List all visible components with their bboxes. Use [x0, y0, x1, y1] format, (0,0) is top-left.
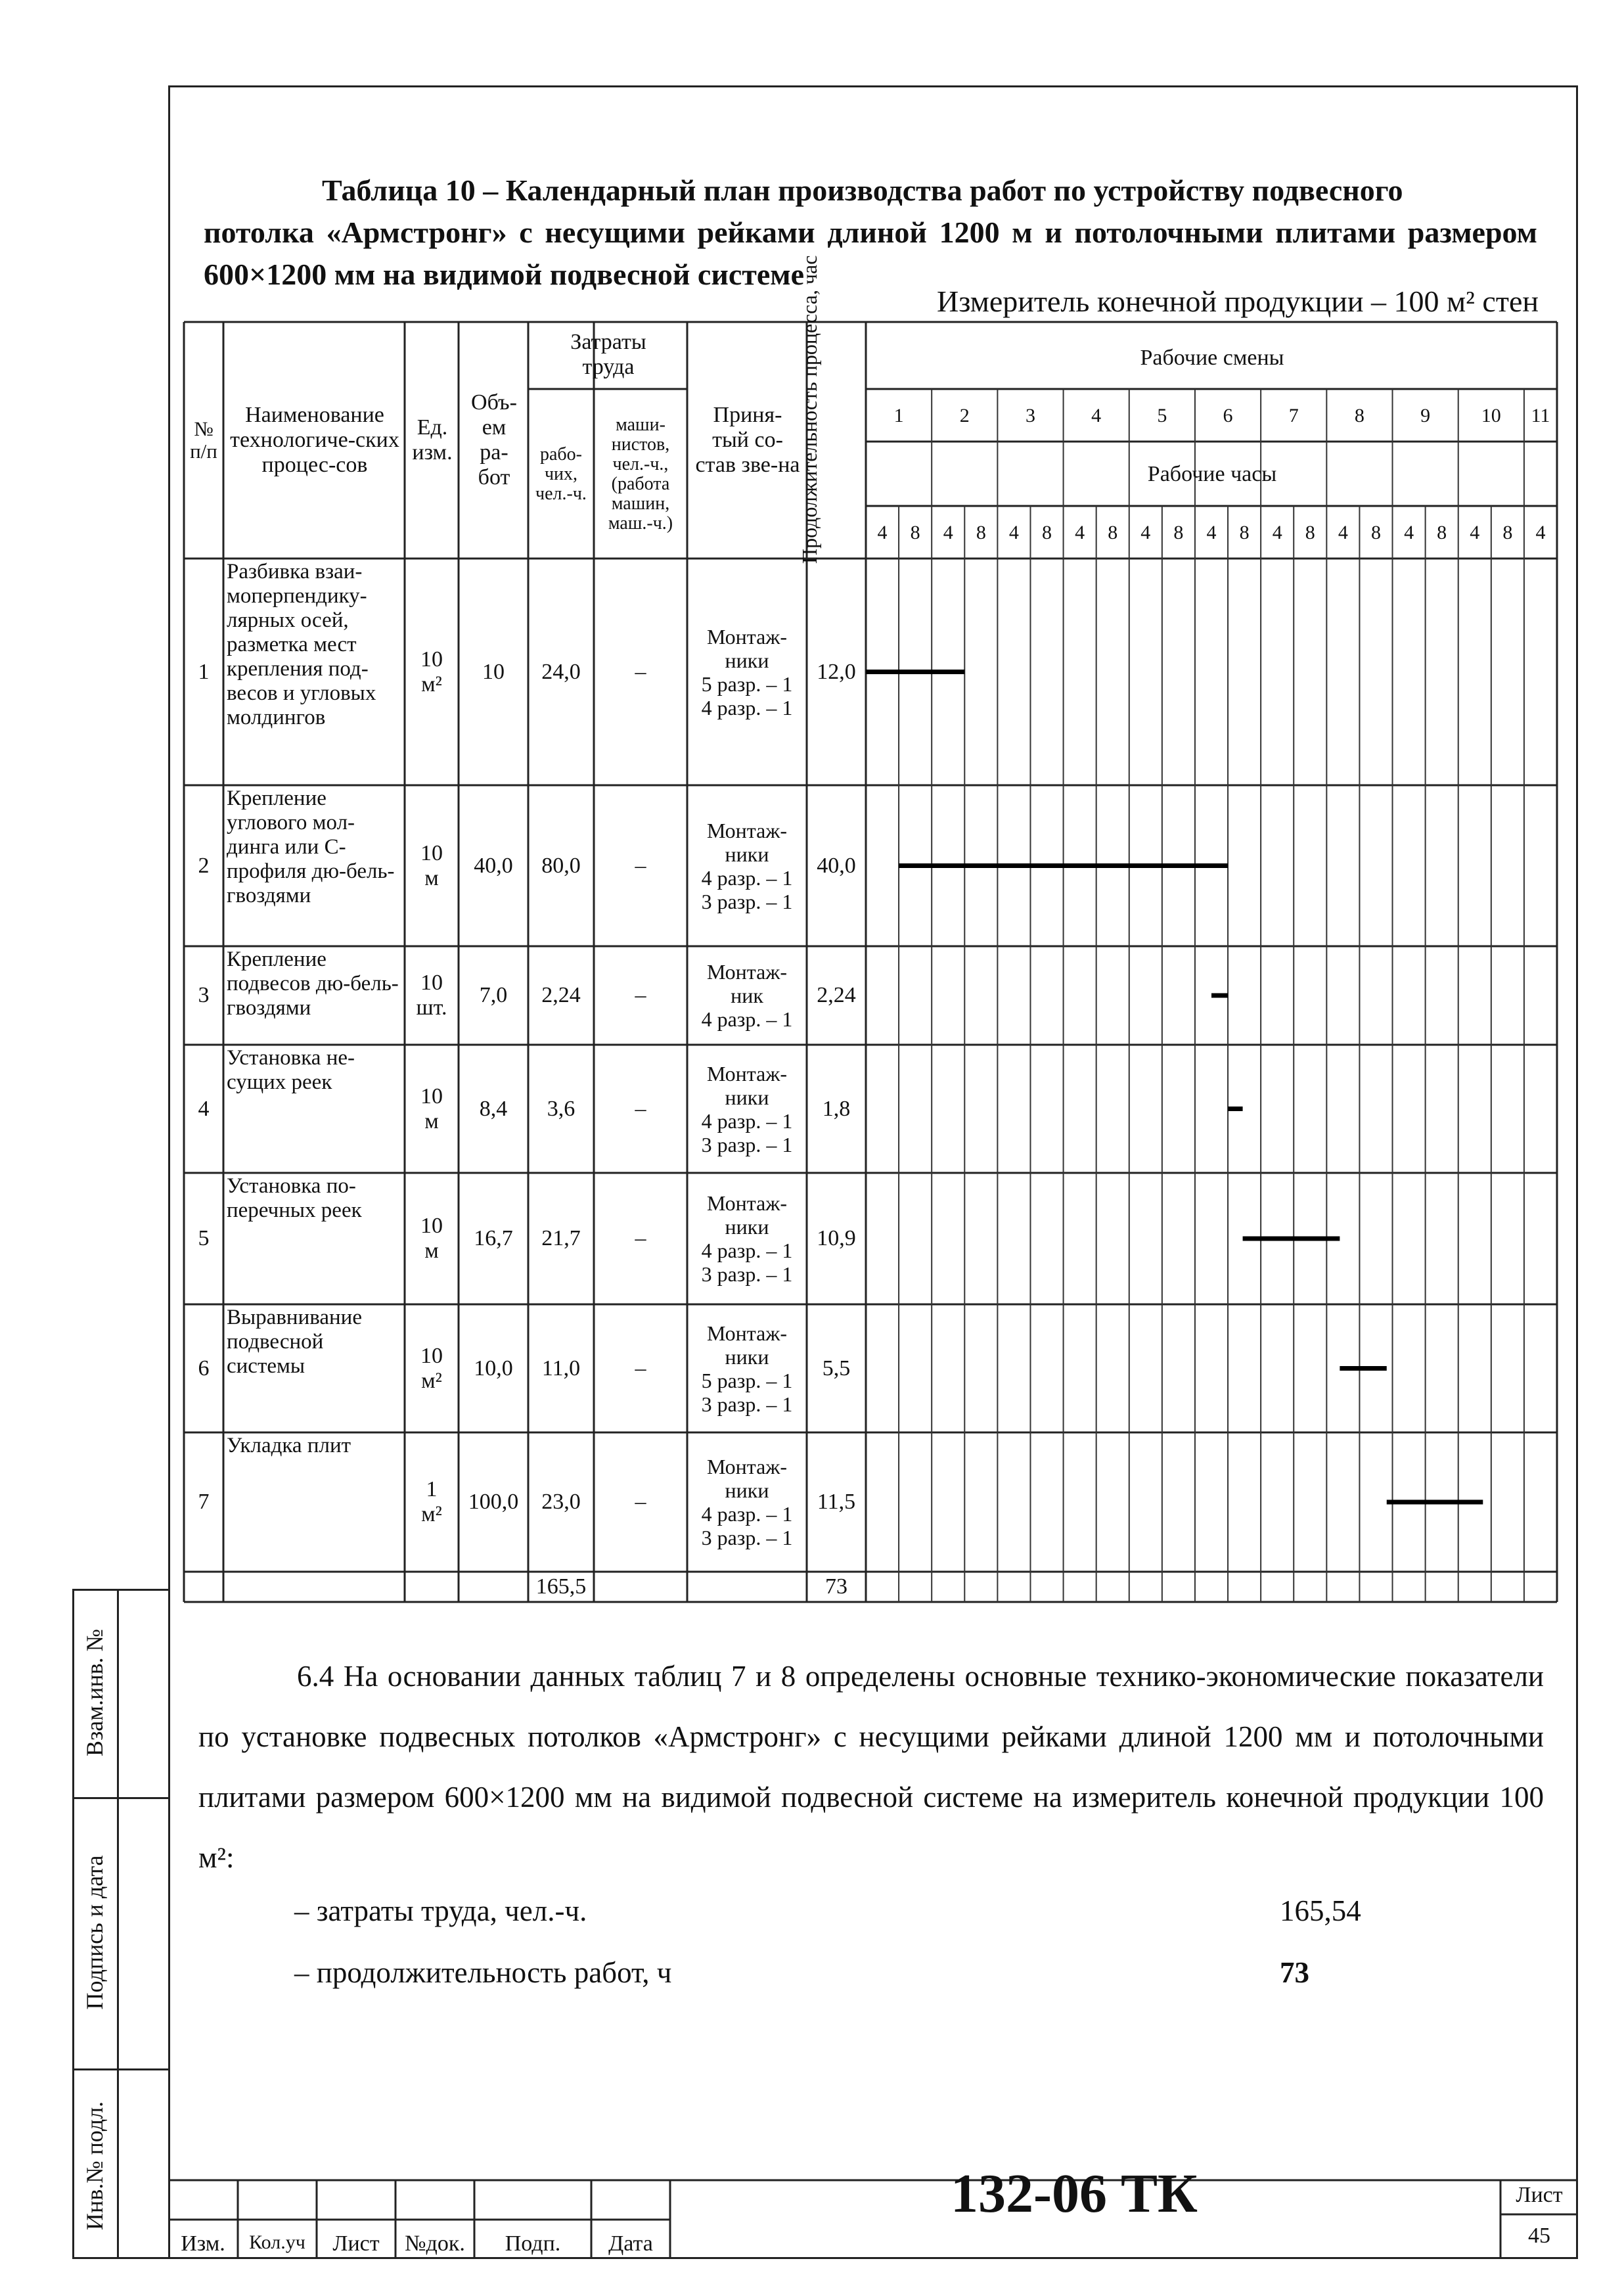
- crew-line: 3 разр. – 1: [701, 1132, 793, 1156]
- crew-line: ники: [725, 842, 769, 866]
- header-name: Наименование технологиче-ских процес-сов: [230, 403, 399, 477]
- unit-symbol: м: [424, 865, 439, 890]
- crew-line: ники: [725, 1215, 769, 1239]
- hour-mark: 4: [877, 522, 888, 543]
- stamp-col-doc: №док.: [405, 2231, 465, 2256]
- unit-number: 1: [426, 1477, 438, 1501]
- unit-number: 10: [420, 647, 443, 672]
- row-volume: 100,0: [468, 1490, 519, 1514]
- crew-line: 3 разр. – 1: [701, 1392, 793, 1416]
- process-name: Установка по-перечных реек: [227, 1174, 362, 1222]
- crew-line: Монтаж-: [706, 960, 788, 984]
- total-workers: 165,5: [535, 1574, 587, 1599]
- header-volume: Объ-ем ра-бот: [471, 390, 517, 490]
- unit-number: 10: [420, 1343, 443, 1368]
- document-code: 132-06 ТК: [951, 2163, 1198, 2224]
- crew-line: 4 разр. – 1: [701, 865, 793, 890]
- crew-line: Монтаж-: [706, 1191, 788, 1215]
- row-volume: 10,0: [474, 1356, 513, 1381]
- hour-mark: 4: [1140, 522, 1151, 543]
- row-workers-labor: 11,0: [541, 1356, 581, 1381]
- row-machinists-labor: –: [635, 983, 646, 1007]
- hour-mark: 4: [1008, 522, 1019, 543]
- crew-line: 4 разр. – 1: [701, 1239, 793, 1262]
- row-machinists-labor: –: [635, 1226, 646, 1250]
- row-volume: 16,7: [474, 1226, 513, 1250]
- unit-symbol: м: [424, 1239, 439, 1263]
- row-volume: 10: [482, 659, 505, 684]
- hour-mark: 8: [1239, 522, 1250, 543]
- hour-mark: 4: [1206, 522, 1217, 543]
- header-hours: Рабочие часы: [1147, 462, 1277, 486]
- process-name: Крепление углового мол-динга или С-профиля дю-бель-гвоздями: [227, 787, 395, 907]
- process-name: Разбивка взаи-моперпендику-лярных осей, разметка мест крепления под-весов и угловых молдингов: [227, 560, 376, 729]
- shift-number: 7: [1288, 405, 1299, 426]
- shift-number: 3: [1025, 405, 1035, 426]
- crew-line: Монтаж-: [706, 1455, 788, 1478]
- crew-line: 4 разр. – 1: [701, 695, 793, 719]
- shift-number: 9: [1420, 405, 1431, 426]
- crew-line: ники: [725, 648, 769, 672]
- metric-labor-label: – затраты труда, чел.-ч.: [294, 1894, 587, 1927]
- stamp-col-date: Дата: [608, 2231, 653, 2256]
- header-labor: Затраты труда: [570, 330, 646, 379]
- table-title-line-2: потолка «Армстронг» с несущими рейками длиной 1200 м и потолочными плитами: [204, 216, 1396, 249]
- hour-mark: 8: [1173, 522, 1184, 543]
- row-duration: 1,8: [822, 1096, 851, 1121]
- hour-mark: 4: [1272, 522, 1282, 543]
- row-duration: 11,5: [817, 1490, 856, 1514]
- header-num: № п/п: [190, 417, 217, 463]
- crew-line: 4 разр. – 1: [701, 1502, 793, 1526]
- crew-line: ники: [725, 1344, 769, 1369]
- row-workers-labor: 21,7: [541, 1226, 581, 1250]
- hour-mark: 8: [910, 522, 920, 543]
- process-name: Выравнивание подвесной системы: [227, 1306, 362, 1378]
- shift-number: 1: [893, 405, 904, 426]
- shift-number: 4: [1091, 405, 1102, 426]
- hour-mark: 4: [943, 522, 953, 543]
- hour-mark: 8: [1502, 522, 1513, 543]
- total-duration: 73: [825, 1574, 847, 1599]
- row-volume: 40,0: [474, 853, 513, 878]
- header-unit: Ед. изм.: [412, 415, 453, 465]
- hour-mark: 4: [1535, 522, 1546, 543]
- header-machinists: маши-нистов, чел.-ч., (работа машин, маш.-ч.): [608, 415, 673, 534]
- row-machinists-labor: –: [635, 1490, 646, 1514]
- unit-symbol: м²: [421, 672, 442, 697]
- shift-number: 8: [1354, 405, 1365, 426]
- hour-mark: 8: [1437, 522, 1447, 543]
- unit-number: 10: [420, 840, 443, 865]
- row-workers-labor: 24,0: [541, 659, 581, 684]
- row-duration: 12,0: [817, 659, 856, 684]
- hour-mark: 8: [1108, 522, 1118, 543]
- row-duration: 10,9: [817, 1226, 856, 1250]
- crew-line: ники: [725, 1478, 769, 1502]
- row-machinists-labor: –: [635, 659, 646, 684]
- unit-symbol: м²: [421, 1502, 442, 1526]
- row-number: 1: [198, 659, 210, 684]
- row-machinists-labor: –: [635, 1096, 646, 1121]
- crew-line: 5 разр. – 1: [701, 672, 793, 696]
- hour-mark: 8: [1042, 522, 1052, 543]
- process-name: Укладка плит: [227, 1434, 351, 1457]
- row-workers-labor: 23,0: [541, 1490, 581, 1514]
- stamp-col-change: Изм.: [181, 2231, 225, 2256]
- inventory-original-label: Инв.№ подл.: [81, 2101, 108, 2231]
- metric-labor-value: 165,54: [1280, 1894, 1361, 1927]
- row-number: 6: [198, 1356, 210, 1381]
- measurer-note: Измеритель конечной продукции – 100 м² стен: [937, 285, 1539, 318]
- hour-mark: 4: [1338, 522, 1348, 543]
- row-volume: 8,4: [479, 1096, 508, 1121]
- stamp-col-sheet: Лист: [332, 2231, 380, 2256]
- row-workers-labor: 80,0: [541, 853, 581, 878]
- header-duration: Продолжительность процесса, час: [798, 255, 821, 564]
- process-name: Установка не-сущих реек: [227, 1046, 355, 1094]
- shift-number: 10: [1481, 405, 1501, 426]
- header-workers: рабо-чих, чел.-ч.: [535, 444, 587, 504]
- shift-number: 11: [1531, 405, 1550, 426]
- unit-symbol: м: [424, 1108, 439, 1133]
- row-number: 7: [198, 1490, 210, 1514]
- table-title-line-1: Таблица 10 – Календарный план производства работ по устройству подвесного: [322, 173, 1403, 207]
- row-volume: 7,0: [479, 983, 508, 1007]
- header-crew: Приня-тый со-став зве-на: [695, 403, 800, 477]
- crew-line: ник: [731, 984, 763, 1007]
- stamp-col-sign: Подп.: [505, 2231, 561, 2256]
- row-number: 5: [198, 1226, 210, 1250]
- crew-line: Монтаж-: [706, 818, 788, 842]
- row-machinists-labor: –: [635, 1356, 646, 1381]
- hour-mark: 4: [1470, 522, 1480, 543]
- replaced-inventory-label: Взам.инв. №: [81, 1629, 108, 1756]
- crew-line: 4 разр. – 1: [701, 1007, 793, 1031]
- crew-line: 4 разр. – 1: [701, 1108, 793, 1133]
- unit-number: 10: [420, 1214, 443, 1238]
- row-number: 4: [198, 1096, 210, 1121]
- hour-mark: 4: [1075, 522, 1085, 543]
- hour-mark: 8: [1370, 522, 1381, 543]
- metric-duration-value: 73: [1280, 1956, 1309, 1989]
- summary-paragraph-text: 6.4 На основании данных таблиц 7 и 8 определены основные технико-экономические показатели по установке подвесных потолков «Армстронг» с несущими рейками длиной 1200 мм и потолочными плитами размером 600×1200 мм на видимой подвесной системе на измеритель конечной продукции 100 м²:: [198, 1660, 1544, 1874]
- hour-mark: 8: [976, 522, 986, 543]
- unit-number: 10: [420, 1084, 443, 1108]
- crew-line: Монтаж-: [706, 624, 788, 649]
- row-number: 3: [198, 983, 210, 1007]
- crew-line: 3 разр. – 1: [701, 1526, 793, 1549]
- crew-line: ники: [725, 1085, 769, 1109]
- row-duration: 5,5: [822, 1356, 851, 1381]
- row-workers-labor: 3,6: [547, 1096, 575, 1121]
- row-workers-labor: 2,24: [541, 983, 581, 1007]
- row-machinists-labor: –: [635, 853, 646, 878]
- signature-date-label: Подпись и дата: [81, 1855, 108, 2010]
- crew-line: 3 разр. – 1: [701, 889, 793, 913]
- crew-line: Монтаж-: [706, 1321, 788, 1345]
- row-duration: 40,0: [817, 853, 856, 878]
- crew-line: 5 разр. – 1: [701, 1368, 793, 1392]
- sheet-number: 45: [1528, 2224, 1550, 2248]
- stamp-col-count: Кол.уч: [249, 2231, 305, 2253]
- shift-number: 5: [1157, 405, 1167, 426]
- crew-line: 3 разр. – 1: [701, 1262, 793, 1286]
- table-title-line-3: размером 600×1200 мм на видимой подвесной системе: [204, 216, 1538, 291]
- process-name: Крепление подвесов дю-бель-гвоздями: [227, 948, 399, 1020]
- crew-line: Монтаж-: [706, 1061, 788, 1085]
- sheet-label: Лист: [1516, 2183, 1563, 2207]
- hour-mark: 8: [1305, 522, 1315, 543]
- header-shifts: Рабочие смены: [1140, 346, 1284, 370]
- row-number: 2: [198, 853, 210, 878]
- unit-symbol: шт.: [416, 995, 447, 1020]
- unit-number: 10: [420, 971, 443, 995]
- hour-mark: 4: [1404, 522, 1414, 543]
- shift-number: 2: [959, 405, 970, 426]
- unit-symbol: м²: [421, 1368, 442, 1393]
- shift-number: 6: [1223, 405, 1233, 426]
- metric-duration-label: – продолжительность работ, ч: [294, 1956, 672, 1989]
- row-duration: 2,24: [817, 983, 856, 1007]
